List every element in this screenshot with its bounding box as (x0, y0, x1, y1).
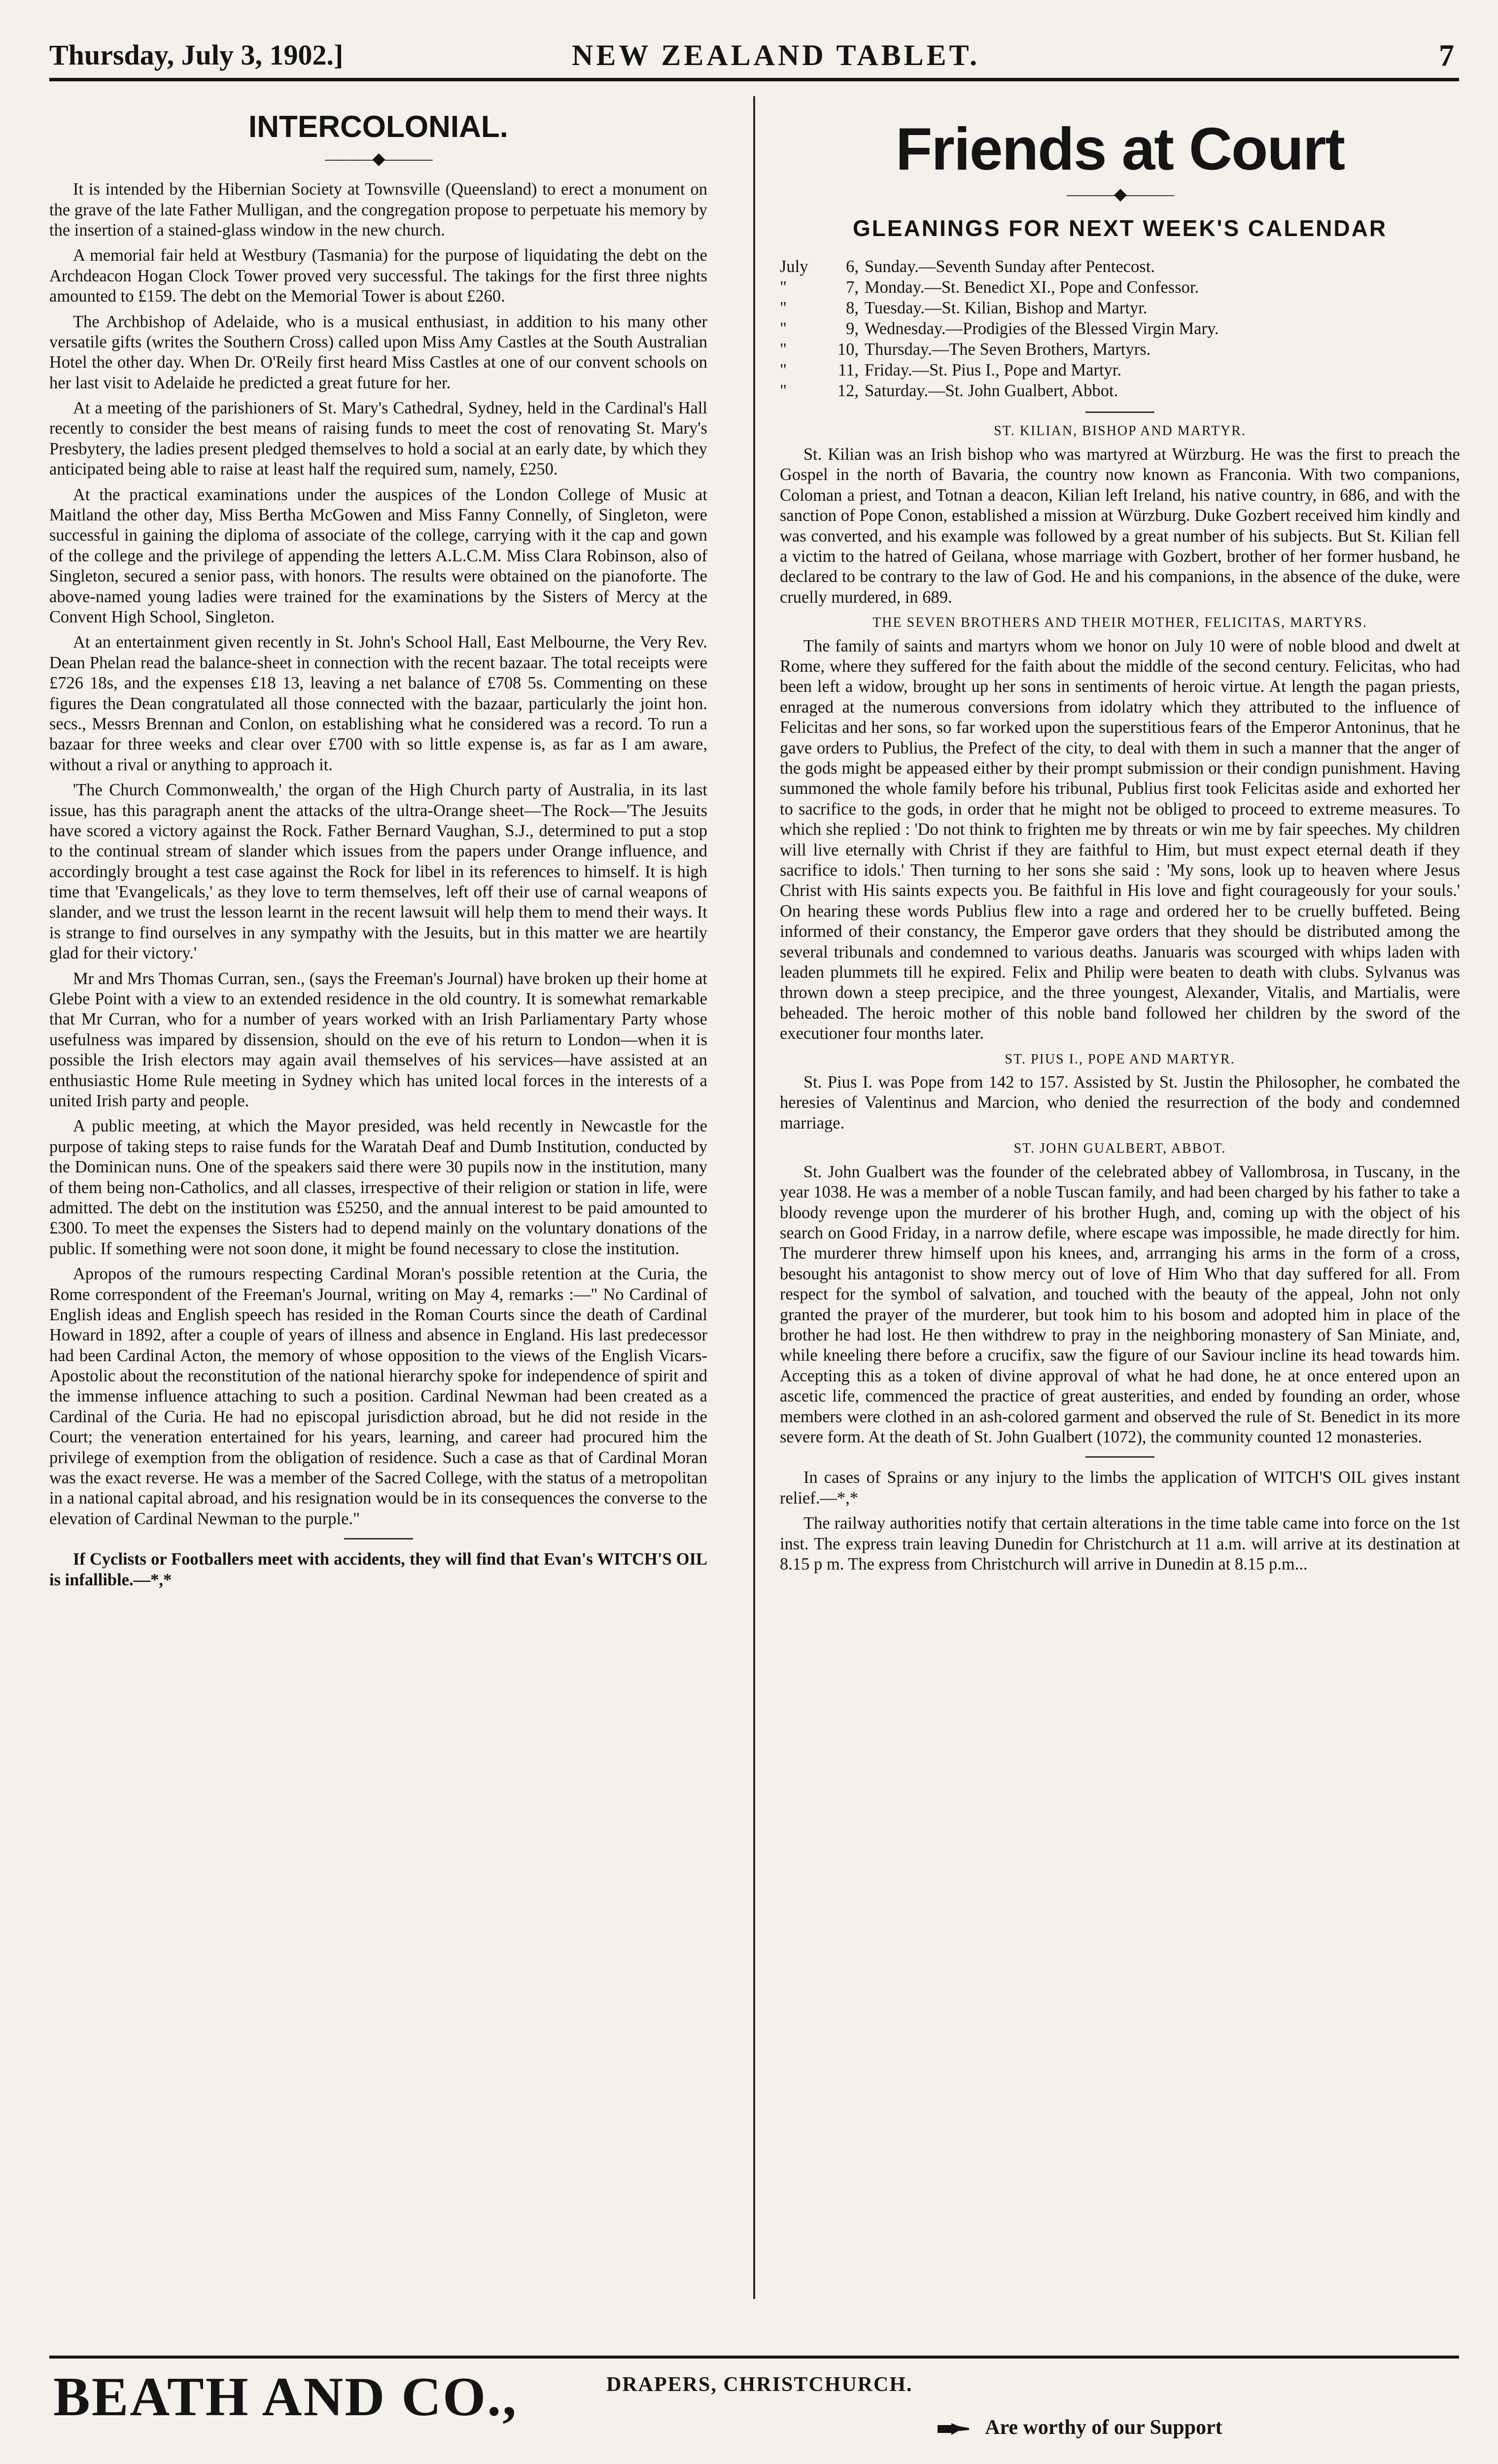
calendar-text: Tuesday.—St. Kilian, Bishop and Martyr. (865, 299, 1148, 318)
calendar-subtitle: GLEANINGS FOR NEXT WEEK'S CALENDAR (852, 215, 1388, 241)
pointing-hand-icon (937, 2422, 971, 2436)
title-ornament: ———◆——— (325, 150, 432, 169)
calendar-text: Saturday.—St. John Gualbert, Abbot. (865, 381, 1118, 401)
advert-slogan: Are worthy of our Support (985, 2416, 1222, 2439)
calendar-month: " (780, 299, 787, 318)
calendar-month: " (780, 319, 787, 339)
article-paragraph: At the practical examinations under the auspices of the London College of Music at Maitland the other day, Miss Bertha McGowen and Miss Fanny Connelly, of Singleton, were successful in gaining the diploma of associate of the college, carrying with it the cap and gown of the college and the privilege of appending the letters A.L.C.M. Miss Clara Robinson, also of Singleton, secured a senior pass, with honors. The results were obtained on the pianoforte. The above-named young ladies were trained for the examinations by the Sisters of Mercy at the Convent High School, Singleton. (49, 485, 707, 626)
railway-notice: The railway authorities notify that certain alterations in the time table came into force on the 1st inst. The express train leaving Dunedin for Christchurch at 11 a.m. will arrive at its destination at 8.15 p m. The express from Christchurch will arrive in Dunedin at 8.15 p.m... (780, 1514, 1460, 1574)
witchs-oil-notice: If Cyclists or Footballers meet with accidents, they will find that Evan's WITCH'S OIL is infallible.—*,* (49, 1550, 707, 1589)
section-heading: THE SEVEN BROTHERS AND THEIR MOTHER, FELICITAS, MARTYRS. (872, 615, 1367, 631)
intercolonial-title: INTERCOLONIAL. (248, 110, 508, 144)
divider-rule (1085, 1456, 1154, 1458)
footer-rule (49, 2356, 1459, 2359)
advert-slogan-line (937, 2416, 1222, 2439)
calendar-month: " (780, 381, 787, 401)
calendar-month: July (780, 257, 808, 276)
calendar-row (780, 381, 1460, 402)
article-paragraph: Apropos of the rumours respecting Cardinal Moran's possible retention at the Curia, the Rome correspondent of the Freeman's Journal, writing on May 4, remarks :—" No Cardinal of English ideas and English speech has resided in the Roman Courts since the death of Cardinal Howard in 1892, after a couple of years of illness and absence in England. His last predecessor had been Cardinal Acton, the memory of whose opposition to the views of the English Vicars-Apostolic about the reconstitution of the national hierarchy spoke for independence of spirit and the immense influence attaching to such a position. Cardinal Newman had been created as a Cardinal of the Curia. He had no episcopal jurisdiction abroad, but he did not reside in the Court; the veneration entertained for his years, learning, and career had procured him the privilege of exemption from the obligation of residence. Such a case as that of Cardinal Moran was the exact reverse. He was a member of the Sacred College, with the status of a metropolitan in a national capital abroad, and his resignation would be in its consequences the converse to the elevation of Cardinal Newman to the purple." (49, 1265, 707, 1528)
article-paragraph: At a meeting of the parishioners of St. Mary's Cathedral, Sydney, held in the Cardinal's Hall recently to consider the best means of raising funds to meet the cost of renovating St. Mary's Presbytery, the ladies present pledged themselves to hold a social at an early date, by which they anticipated being able to raise at least half the required sum, namely, £250. (49, 399, 707, 479)
calendar-day: 12, (837, 381, 859, 401)
page-header (49, 38, 1459, 81)
section-paragraph: St. Pius I. was Pope from 142 to 157. Assisted by St. Justin the Philosopher, he combated the heresies of Valentinus and Marcion, who denied the resurrection of the body and condemned marriage. (780, 1073, 1460, 1132)
witchs-oil-notice: In cases of Sprains or any injury to the limbs the application of WITCH'S OIL gives instant relief.—*,* (780, 1468, 1460, 1507)
header-date: Thursday, July 3, 1902.] (49, 39, 344, 71)
calendar-row (780, 298, 1460, 319)
section-heading: ST. JOHN GUALBERT, ABBOT. (1013, 1141, 1226, 1157)
article-paragraph: It is intended by the Hibernian Society at Townsville (Queensland) to erect a monument on the grave of the late Father Mulligan, and the congregation propose to perpetuate his memory by the insertion of a stained-glass window in the new church. (49, 180, 707, 240)
calendar-month: " (780, 361, 787, 380)
calendar-day: 10, (837, 340, 859, 359)
section-heading: ST. KILIAN, BISHOP AND MARTYR. (994, 423, 1246, 439)
calendar-text: Sunday.—Seventh Sunday after Pentecost. (865, 257, 1155, 276)
advert-company-name: BEATH AND CO., (53, 2366, 518, 2428)
article-paragraph: A public meeting, at which the Mayor presided, was held recently in Newcastle for the purpose of taking steps to raise funds for the Waratah Deaf and Dumb Institution, conducted by the Dominican nuns. One of the speakers said there were 30 pupils now in the institution, many of them being non-Catholics, and all classes, irrespective of their religion or station in life, were admitted. The debt on the institution was £5250, and the annual interest to be paid amounted to £300. To meet the expenses the Sisters had to depend mainly on the voluntary donations of the public. If something were not soon done, it might be found necessary to close the institution. (49, 1117, 707, 1258)
divider-rule (344, 1538, 413, 1540)
left-column (49, 106, 707, 2314)
calendar-month: " (780, 340, 787, 359)
calendar-row (780, 257, 1460, 277)
calendar-text: Friday.—St. Pius I., Pope and Martyr. (865, 361, 1122, 380)
calendar-text: Wednesday.—Prodigies of the Blessed Virgin Mary. (865, 319, 1219, 339)
calendar-day: 11, (838, 361, 859, 380)
calendar-day: 9, (846, 319, 859, 339)
title-ornament: ———◆——— (1066, 185, 1174, 204)
article-paragraph: A memorial fair held at Westbury (Tasmania) for the purpose of liquidating the debt on the Archdeacon Hogan Clock Tower proved very successful. The takings for the first three nights amounted to £159. The debt on the Memorial Tower is about £260. (49, 246, 707, 306)
divider-rule (1085, 411, 1154, 413)
calendar-row (780, 360, 1460, 381)
section-paragraph: The family of saints and martyrs whom we honor on July 10 were of noble blood and dwelt at Rome, where they suffered for the faith about the middle of the second century. Felicitas, who had been left a widow, brought up her sons in sentiments of heroic virtue. At length the pagan priests, enraged at the numerous conversions from idolatry which they attributed to the influence of Felicitas and her sons, so far worked upon the superstitious fears of the Emperor Antoninus, that he gave orders to Publius, the Prefect of the city, to deal with them in such a manner that the anger of the gods might be appeased either by their prompt submission or their condign punishment. Having summoned the whole family before his tribunal, Publius first took Felicitas aside and exhorted her to sacrifice to the gods, in order that he might not be obliged to proceed to extreme measures. To which she replied : 'Do not think to frighten me by threats or win me by fair speeches. My children will live eternally with Christ if they are faithful to Him, but must expect eternal death if they sacrifice to idols.' Then turning to her sons she said : 'My sons, look up to heaven where Jesus Christ with His saints expects you. Be faithful in His love and fight courageously for your souls.' On hearing these words Publius flew into a rage and ordered her to be cruelly buffeted. Being informed of their constancy, the Emperor gave orders that they should be distributed among the several tribunals and condemned to various deaths. Januaris was scourged with whips laden with leaden plummets till he expired. Felix and Philip were beaten to death with clubs. Sylvanus was thrown down a steep precipice, and the three youngest, Alexander, Vitalis, and Martialis, were beheaded. The heroic mother of this noble band followed her children by the sword of the executioner four months later. (780, 636, 1460, 1043)
section-paragraph: St. Kilian was an Irish bishop who was martyred at Würzburg. He was the first to preach the Gospel in the north of Bavaria, the country now known as Franconia. With two companions, Coloman a priest, and Totnan a deacon, Kilian left Ireland, his native country, in 686, and with the sanction of Pope Conon, established a mission at Würzburg. Duke Gozbert received him kindly and was converted, and his example was followed by a great number of his subjects. But St. Kilian fell a victim to the hatred of Geilana, whose marriage with Gozbert, brother of her former husband, he declared to be contrary to the law of God. He and his companions, in the absence of the duke, were cruelly murdered, in 689. (780, 445, 1460, 607)
advert-tagline: DRAPERS, CHRISTCHURCH. (606, 2373, 913, 2396)
header-title: NEW ZEALAND TABLET. (572, 39, 980, 71)
article-paragraph: The Archbishop of Adelaide, who is a musical enthusiast, in addition to his many other versatile gifts (writes the Southern Cross) called upon Miss Amy Castles at the South Australian Hotel the other day. When Dr. O'Reily first heard Miss Castles at one of our convent schools on her last visit to Adelaide he predicted a great future for her. (49, 312, 707, 392)
calendar-month: " (780, 278, 787, 297)
article-paragraph: Mr and Mrs Thomas Curran, sen., (says the Freeman's Journal) have broken up their home at Glebe Point with a view to an extended residence in the old country. It is somewhat remarkable that Mr Curran, who for a number of years worked with an Irish Parliamentary Party whose usefulness was impared by dissension, should on the eve of his return to London—when it is possible the Irish electors may again avail themselves of his services—have assisted at an enthusiastic Home Rule meeting in Sydney which has united local forces in the interests of a united Irish party and people. (49, 969, 707, 1110)
calendar-row (780, 319, 1460, 340)
calendar-row (780, 340, 1460, 360)
friends-at-court-title: Friends at Court (895, 115, 1345, 182)
article-paragraph: 'The Church Commonwealth,' the organ of the High Church party of Australia, in its last issue, has this paragraph anent the attacks of the ultra-Orange sheet—The Rock—'The Jesuits have scored a victory against the Rock. Father Bernard Vaughan, S.J., determined to put a stop to the continual stream of slander which issues from the papers under Orange influence, and accordingly brought a test case against the Rock for libel in its references to himself. It is high time that 'Evangelicals,' as they love to term themselves, left off their use of carnal weapons of slander, and we trust the lesson learnt in the recent lawsuit will help them to mend their ways. It is strange to find ourselves in any sympathy with the Jesuits, but in this matter we are heartily glad for their victory.' (49, 781, 707, 963)
calendar-list (780, 257, 1460, 402)
calendar-row (780, 277, 1460, 298)
calendar-text: Monday.—St. Benedict XI., Pope and Confessor. (865, 278, 1199, 297)
column-divider (753, 96, 755, 2299)
section-paragraph: St. John Gualbert was the founder of the celebrated abbey of Vallombrosa, in Tuscany, in the year 1038. He was a member of a noble Tuscan family, and had been charged by his father to take a bloody revenge upon the murderer of his brother Hugh, and, coming up with the object of his search on Good Friday, in a narrow defile, where escape was impossible, he made directly for him. The murderer threw himself upon his knees, and, arrranging his arms in the form of a cross, besought his antagonist to show mercy out of love of Him Who that day suffered for all. From respect for the symbol of salvation, and touched with the beauty of the appeal, John not only granted the prayer of the murderer, but took him to his bosom and adopted him in place of the brother he had lost. He then withdrew to pray in the neighboring monastery of San Miniate, and, while kneeling there before a crucifix, saw the figure of our Saviour incline its head towards him. Accepting this as a token of divine approval of what he had done, he at once entered upon an ascetic life, commenced the practice of great austerities, and ended by founding an order, whose members were clothed in an ash-colored garment and observed the rule of St. Benedict in its more severe form. At the death of St. John Gualbert (1072), the community counted 12 monasteries. (780, 1162, 1460, 1446)
article-paragraph: At an entertainment given recently in St. John's School Hall, East Melbourne, the Very Rev. Dean Phelan read the balance-sheet in connection with the recent bazaar. The total receipts were £726 18s, and the expenses £18 13, leaving a net balance of £708 5s. Commenting on these figures the Dean congratulated all those connected with the bazaar, particularly the joint hon. secs., Messrs Brennan and Conlon, on establishing what he considered was a record. To run a bazaar for three weeks and clear over £700 with so little expense is, as far as I am aware, without a rival or anything to approach it. (49, 633, 707, 774)
right-column (780, 106, 1460, 2314)
calendar-text: Thursday.—The Seven Brothers, Martyrs. (865, 340, 1151, 359)
calendar-day: 6, (846, 257, 859, 276)
calendar-day: 7, (846, 278, 859, 297)
section-heading: ST. PIUS I., POPE AND MARTYR. (1005, 1051, 1235, 1067)
calendar-day: 8, (846, 299, 859, 318)
page-number: 7 (1439, 39, 1454, 72)
